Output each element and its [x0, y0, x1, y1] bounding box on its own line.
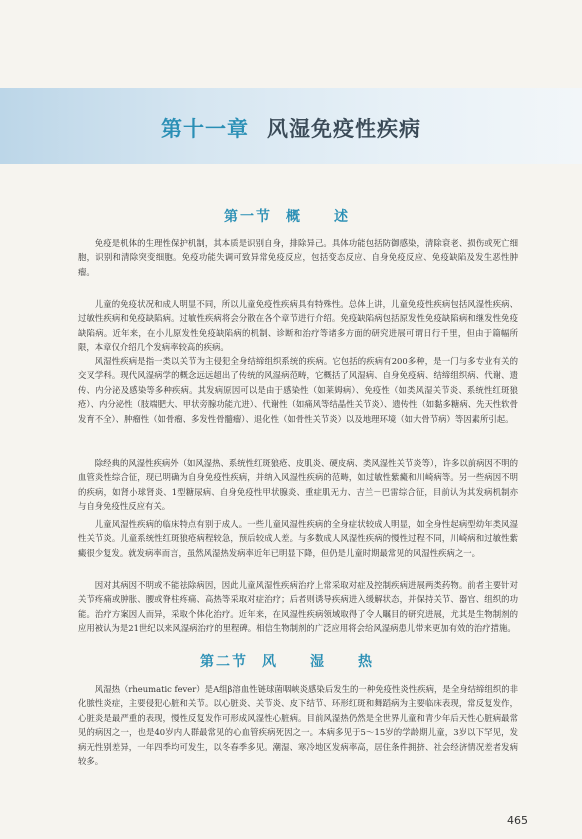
paragraph: 风湿性疾病是指一类以关节为主侵犯全身结缔组织系统的疾病。它包括的疾病有200多种，是一门与多专业有关的交叉学科。现代风湿病学的概念远远超出了传统的风湿病范畴，它概括了风湿病、自身免疫病、结缔组织病、代谢、遗传、内分泌及感染等多种疾病。其发病原因可以是由于感染性（如莱姆病）、免疫性（如类风湿关节炎、系统性红斑狼疮）、内分泌性（肢端肥大、甲状旁腺功能亢进）、代谢性（如痛风等结晶性关节炎）、遗传性（如黏多糖病、先天性软骨发育不全）、肿瘤性（如骨瘤、多发性骨髓瘤）、退化性（如骨性关节炎）以及地理环境（如大骨节病）等因素所引起。 [78, 356, 518, 424]
section-title-overview [0, 206, 582, 226]
paragraph: 因对其病因不明或不能祛除病因，因此儿童风湿性疾病治疗上常采取对症及控制疾病进展两类药物。前者主要针对关节疼痛或肿胀、腰或脊柱疼痛、高热等采取对症治疗；后者则诱导疾病进入缓解状态，并保持关节、器官、组织的功能。治疗方案因人而异，采取个体化治疗。近年来，在风湿性疾病领域取得了令人瞩目的研究进展，尤其是生物制剂的应用被认为是21世纪以来风湿病治疗的里程碑。相信生物制剂的广泛应用将会给风湿病患儿带来更加有效的治疗措施。 [78, 580, 518, 634]
section-number: 第二节 [200, 654, 248, 670]
chapter-number: 第十一章 [161, 117, 249, 141]
section-name: 概 述 [286, 209, 358, 225]
chapter-title [0, 113, 582, 143]
paragraph: 儿童风湿性疾病的临床特点有别于成人。一些儿童风湿性疾病的全身症状较成人明显，如全身性起病型幼年类风湿性关节炎。儿童系统性红斑狼疮病程较急，预后较成人差。与多数成人风湿性疾病的慢性过程不同，川崎病和过敏性紫癜很少复发。就发病率而言，虽然风湿热发病率近年已明显下降，但仍是儿童时期最常见的风湿性疾病之一。 [78, 519, 518, 558]
section-name: 风 湿 热 [262, 654, 382, 670]
paragraph: 除经典的风湿性疾病外（如风湿热、系统性红斑狼疮、皮肌炎、硬皮病、类风湿性关节炎等），许多以前病因不明的血管炎性综合征，现已明确为自身免疫性疾病，并纳入风湿性疾病的范畴，如过敏性紫癜和川崎病等。另一些病因不明的疾病，如肾小球肾炎、1型糖尿病、自身免疫性甲状腺炎、重症肌无力、吉兰－巴雷综合征，目前认为其发病机制亦与自身免疫性反应有关。 [78, 458, 518, 512]
section-number: 第一节 [224, 209, 272, 225]
paragraph: 儿童的免疫状况和成人明显不同，所以儿童免疫性疾病具有特殊性。总体上讲，儿童免疫性疾病包括风湿性疾病、过敏性疾病和免疫缺陷病。过敏性疾病将会分散在各个章节进行介绍。免疫缺陷病包括原发性免疫缺陷病和继发性免疫缺陷病。近年来，在小儿原发性免疫缺陷病的机制、诊断和治疗等诸多方面的研究进展可谓日行千里，但由于篇幅所限，本章仅介绍几个发病率较高的疾病。 [78, 299, 518, 353]
paragraph: 免疫是机体的生理性保护机制，其本质是识别自身，排除异己。具体功能包括防御感染，清除衰老、损伤或死亡细胞，识别和清除突变细胞。免疫功能失调可致异常免疫反应，包括变态反应、自身免疫反应、免疫缺陷及发生恶性肿瘤。 [78, 238, 518, 277]
section-title-rheumatic-fever [0, 651, 582, 671]
chapter-name: 风湿免疫性疾病 [267, 117, 421, 141]
page-number: 465 [507, 814, 528, 827]
paragraph: 风湿热（rheumatic fever）是A组β溶血性链球菌咽峡炎感染后发生的一种免疫性炎性疾病，是全身结缔组织的非化脓性炎症，主要侵犯心脏和关节。以心脏炎、关节炎、皮下结节、环形红斑和舞蹈病为主要临床表现，常反复发作，心脏炎是最严重的表现，慢性反复发作可形成风湿性心脏病。目前风湿热仍然是全世界儿童和青少年后天性心脏病最常见的病因之一，也是40岁内人群最常见的心血管疾病死因之一。本病多见于5～15岁的学龄期儿童，3岁以下罕见，发病无性别差异，一年四季均可发生，以冬春季多见。潮湿、寒冷地区发病率高，居住条件拥挤、社会经济情况差者发病较多。 [78, 684, 518, 767]
